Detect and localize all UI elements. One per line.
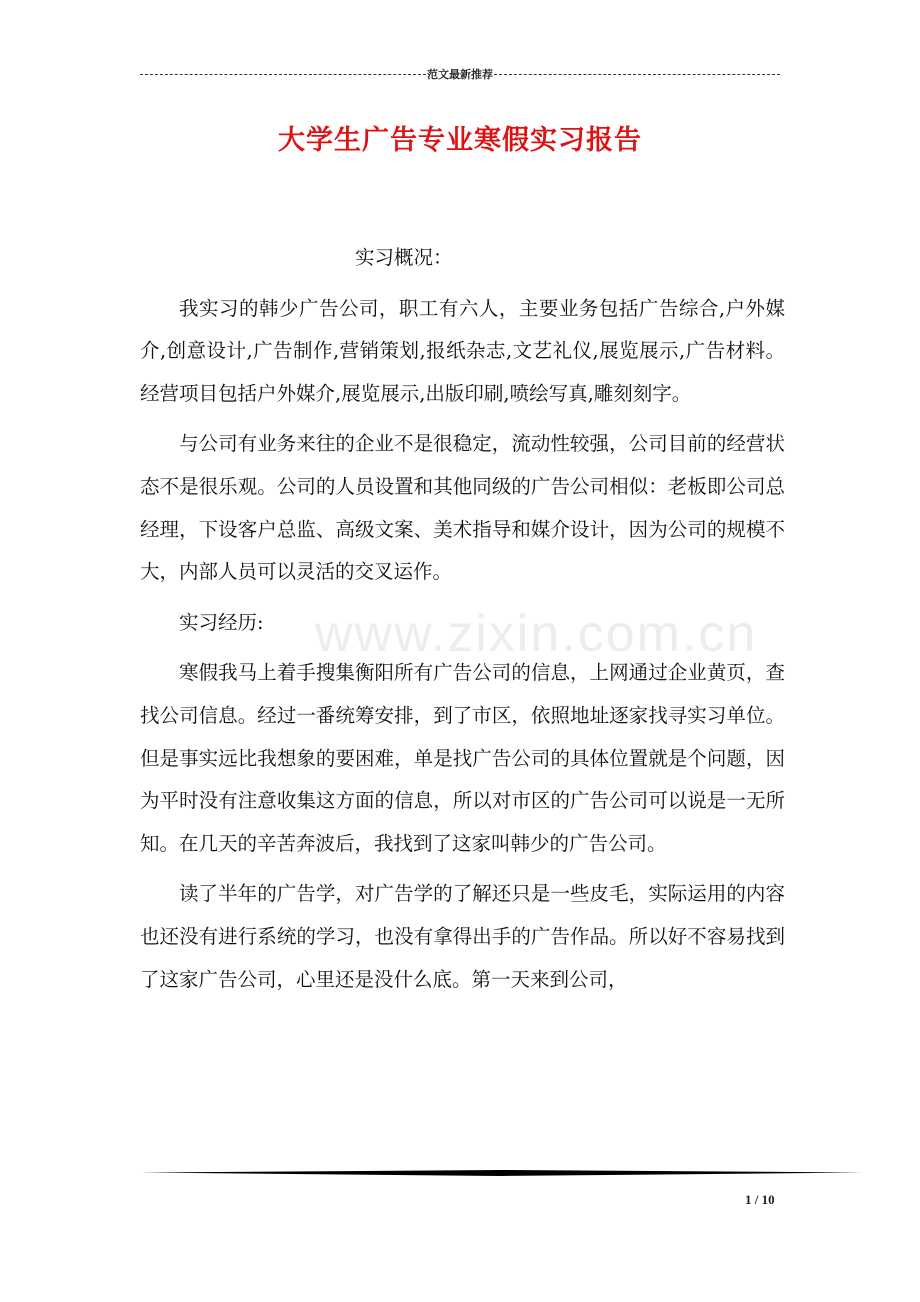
page-number: 1 / 10 [745,1192,775,1207]
document-title: 大学生广告专业寒假实习报告 [278,125,642,156]
header-dashes-right [494,74,780,75]
header-dashes-left [140,74,426,75]
watermark: www.zixin.com.cn [315,605,758,663]
page-header [140,66,780,82]
footer-divider [140,1170,863,1176]
section-heading-overview: 实习概况： [355,246,453,269]
header-label: 范文最新推荐 [427,69,493,81]
paragraph: 寒假我马上着手搜集衡阳所有广告公司的信息，上网通过企业黄页，查找公司信息。经过一番统筹安排，到了市区，依照地址逐家找寻实习单位。但是事实远比我想象的要困难，单是找广告公司的具体位置就是个问题，因为平时没有注意收集这方面的信息，所以对市区的广告公司可以说是一无所知。在几天的辛苦奔波后，我找到了这家叫韩少的广告公司。 [140,661,785,855]
paragraph: 与公司有业务来往的企业不是很稳定，流动性较强，公司目前的经营状态不是很乐观。公司的人员设置和其他同级的广告公司相似：老板即公司总经理，下设客户总监、高级文案、美术指导和媒介设计，因为公司的规模不大，内部人员可以灵活的交叉运作。 [140,432,785,584]
section-heading-experience: 实习经历: [179,610,264,634]
paragraph: 我实习的韩少广告公司，职工有六人，主要业务包括广告综合,户外媒介,创意设计,广告制作,营销策划,报纸杂志,文艺礼仪,展览展示,广告材料。经营项目包括户外媒介,展览展示,出版印刷,喷绘写真,雕刻刻字。 [140,296,785,405]
paragraph: 读了半年的广告学，对广告学的了解还只是一些皮毛，实际运用的内容也还没有进行系统的学习，也没有拿得出手的广告作品。所以好不容易找到了这家广告公司，心里还是没什么底。第一天来到公司， [140,882,785,991]
document-body [140,237,785,1001]
